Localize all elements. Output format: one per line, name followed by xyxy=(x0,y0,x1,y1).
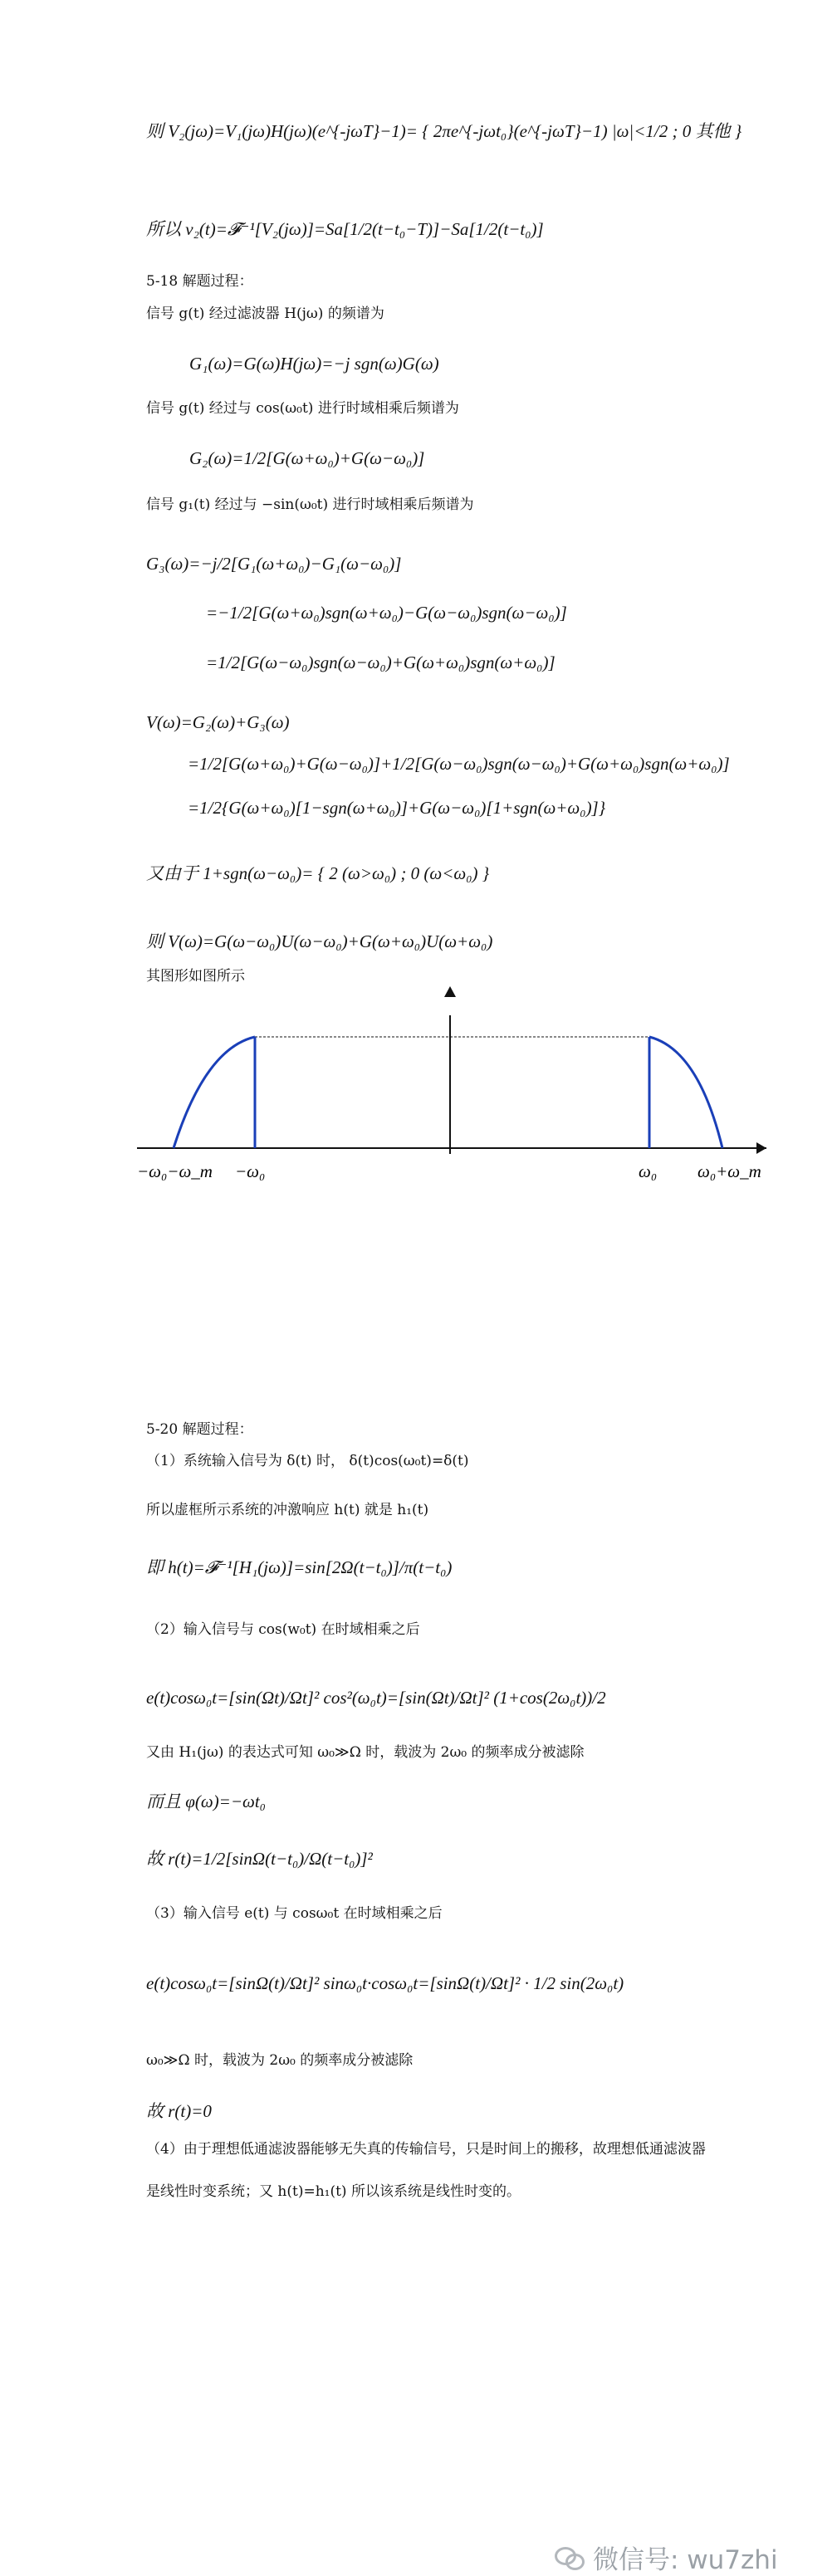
doc-line-7: G₂(ω)=1/2[G(ω+ω₀)+G(ω−ω₀)] xyxy=(189,448,425,468)
doc-line-8: 信号 g₁(t) 经过与 −sin(ω₀t) 进行时域相乘后频谱为 xyxy=(146,496,474,513)
doc-line-25: 而且 φ(ω)=−ωt₀ xyxy=(146,1791,266,1811)
left-curve xyxy=(174,1037,255,1148)
doc-line-10: =−1/2[G(ω+ω₀)sgn(ω+ω₀)−G(ω−ω₀)sgn(ω−ω₀)] xyxy=(206,603,567,623)
label-left-near: −ω₀ xyxy=(235,1161,266,1181)
doc-line-21: 即 h(t)=𝓕⁻¹[H₁(jω)]=sin[2Ω(t−t₀)]/π(t−t₀) xyxy=(146,1557,453,1577)
x-axis-arrow xyxy=(756,1142,766,1154)
doc-line-15: 又由于 1+sgn(ω−ω₀)= { 2 (ω>ω₀) ; 0 (ω<ω₀) } xyxy=(146,863,490,883)
doc-line-2: 所以 v₂(t)=𝓕⁻¹[V₂(jω)]=Sa[1/2(t−t₀−T)]−Sa[1/2(t−t₀)] xyxy=(146,219,544,239)
label-right-near: ω₀ xyxy=(639,1161,658,1181)
doc-line-18: 5-20 解题过程： xyxy=(146,1421,253,1438)
wechat-icon xyxy=(555,2547,585,2569)
doc-line-3: 5-18 解题过程： xyxy=(146,273,253,290)
doc-line-11: =1/2[G(ω−ω₀)sgn(ω−ω₀)+G(ω+ω₀)sgn(ω+ω₀)] xyxy=(206,653,556,672)
doc-line-29: ω₀≫Ω 时，载波为 2ω₀ 的频率成分被滤除 xyxy=(146,2052,414,2069)
doc-line-4: 信号 g(t) 经过滤波器 H(jω) 的频谱为 xyxy=(146,306,384,322)
doc-line-6: 信号 g(t) 经过与 cos(ω₀t) 进行时域相乘后频谱为 xyxy=(146,400,459,417)
doc-line-20: 所以虚框所示系统的冲激响应 h(t) 就是 h₁(t) xyxy=(146,1502,429,1518)
right-curve xyxy=(649,1037,722,1148)
doc-line-19: （1）系统输入信号为 δ(t) 时， δ(t)cos(ω₀t)=δ(t) xyxy=(146,1453,469,1469)
doc-line-24: 又由 H₁(jω) 的表达式可知 ω₀≫Ω 时，载波为 2ω₀ 的频率成分被滤除 xyxy=(146,1744,585,1761)
doc-line-22: （2）输入信号与 cos(w₀t) 在时域相乘之后 xyxy=(146,1621,420,1638)
doc-line-31: （4）由于理想低通滤波器能够无失真的传输信号，只是时间上的搬移，故理想低通滤波器 xyxy=(146,2141,706,2158)
doc-line-13: =1/2[G(ω+ω₀)+G(ω−ω₀)]+1/2[G(ω−ω₀)sgn(ω−ω₀)+G(ω+ω₀)sgn(ω+ω₀)] xyxy=(188,754,730,774)
doc-line-23: e(t)cosω₀t=[sin(Ωt)/Ωt]² cos²(ω₀t)=[sin(Ωt)/Ωt]² (1+cos(2ω₀t))/2 xyxy=(146,1688,606,1708)
label-left-far: −ω₀−ω_m xyxy=(137,1161,213,1181)
doc-line-16: 则 V(ω)=G(ω−ω₀)U(ω−ω₀)+G(ω+ω₀)U(ω+ω₀) xyxy=(146,931,493,951)
doc-line-5: G₁(ω)=G(ω)H(jω)=−j sgn(ω)G(ω) xyxy=(189,354,439,374)
doc-line-27: （3）输入信号 e(t) 与 cosω₀t 在时域相乘之后 xyxy=(146,1905,443,1922)
doc-line-14: =1/2{G(ω+ω₀)[1−sgn(ω+ω₀)]+G(ω−ω₀)[1+sgn(ω+ω₀)]} xyxy=(188,798,606,818)
label-right-far: ω₀+ω_m xyxy=(698,1161,761,1181)
doc-line-1: 则 V₂(jω)=V₁(jω)H(jω)(e^{-jωT}−1)= { 2πe^{-jωt₀}(e^{-jωT}−1) |ω|<1/2 ; 0 其他 } xyxy=(146,121,742,141)
doc-line-30: 故 r(t)=0 xyxy=(146,2101,212,2121)
doc-line-28: e(t)cosω₀t=[sinΩ(t)/Ωt]² sinω₀t·cosω₀t=[sinΩ(t)/Ωt]² · 1/2 sin(2ω₀t) xyxy=(146,1973,624,1993)
watermark xyxy=(555,2539,778,2576)
y-axis-arrow xyxy=(444,986,456,997)
watermark-text: 微信号: wu7zhi xyxy=(593,2545,778,2575)
spectrum-figure xyxy=(137,986,785,1202)
doc-line-9: G₃(ω)=−j/2[G₁(ω+ω₀)−G₁(ω−ω₀)] xyxy=(146,554,402,574)
doc-line-32: 是线性时变系统；又 h(t)=h₁(t) 所以该系统是线性时变的。 xyxy=(146,2183,521,2200)
doc-line-12: V(ω)=G₂(ω)+G₃(ω) xyxy=(146,712,290,732)
doc-line-26: 故 r(t)=1/2[sinΩ(t−t₀)/Ω(t−t₀)]² xyxy=(146,1849,373,1869)
doc-line-17: 其图形如图所示 xyxy=(146,968,245,985)
